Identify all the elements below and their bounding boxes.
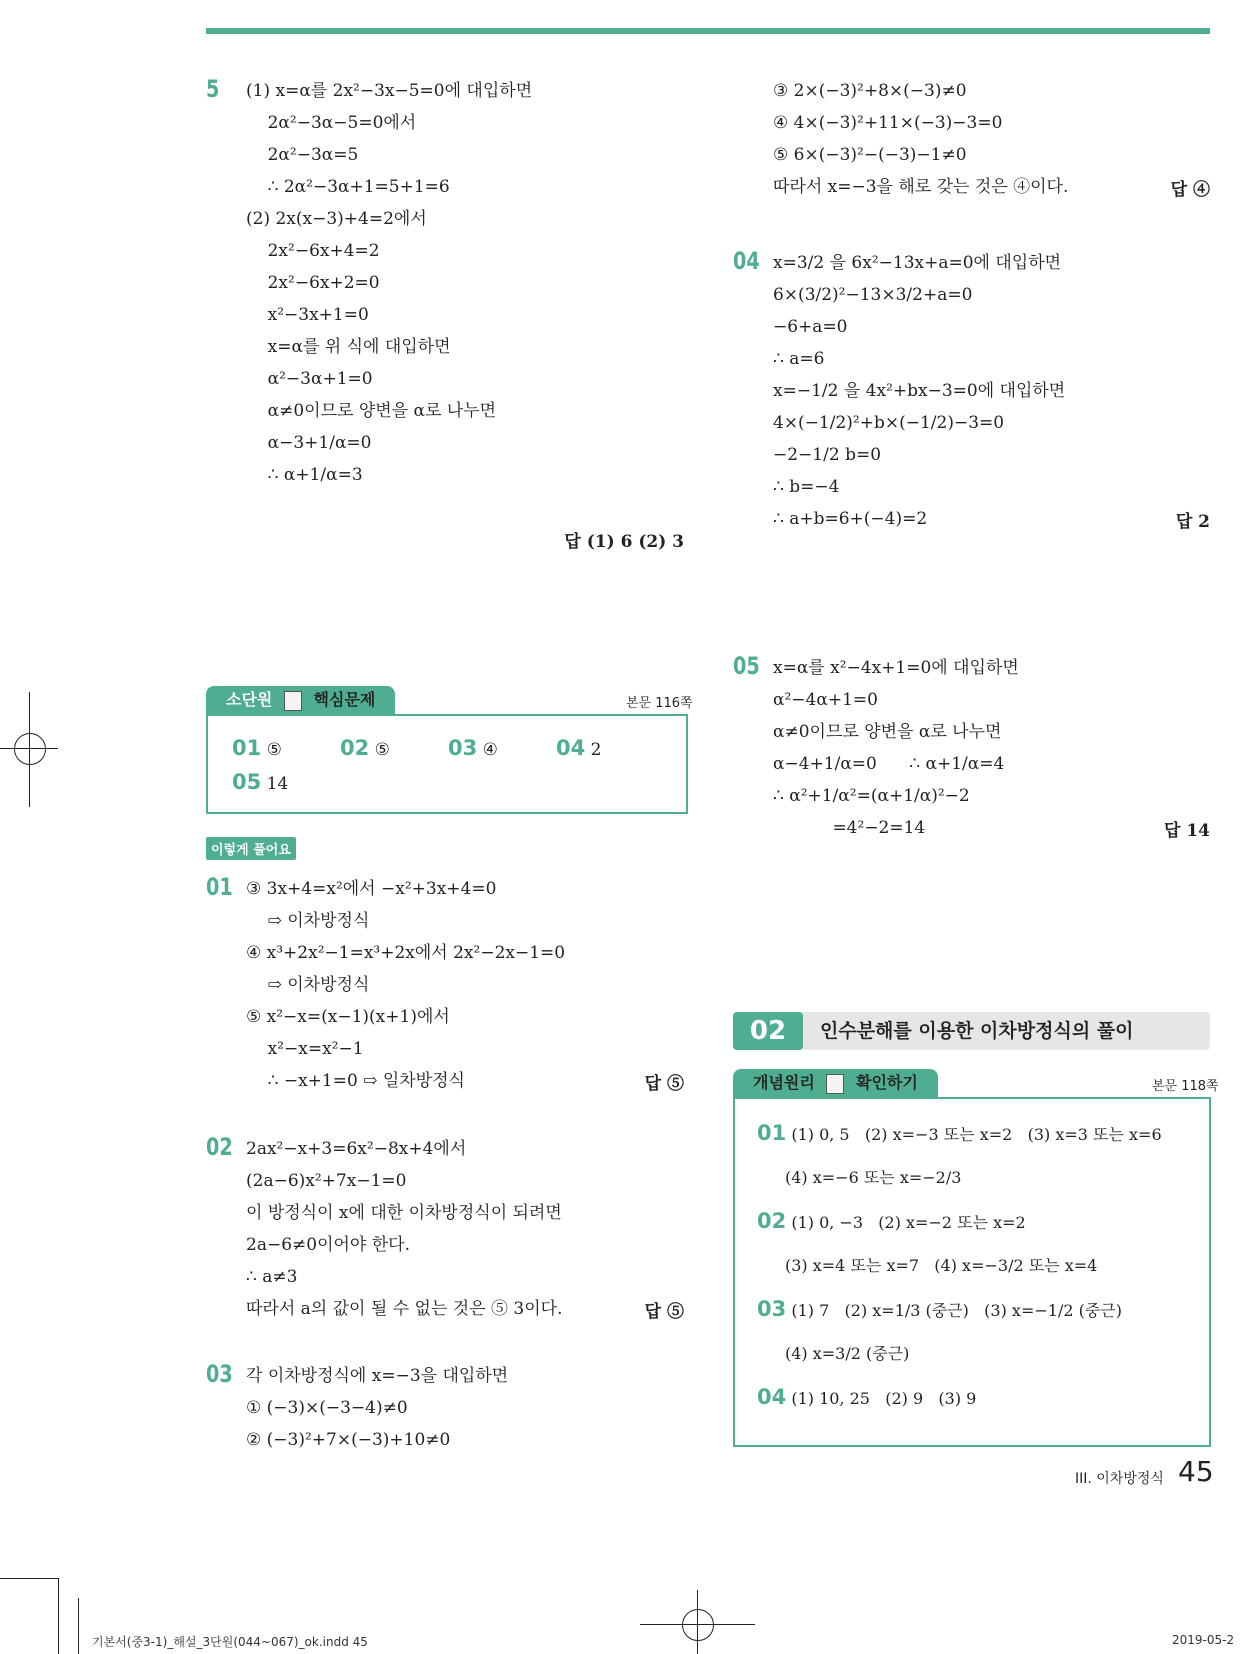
solution-line: 6×(3/2)²−13×3/2+a=0 bbox=[773, 285, 973, 305]
item-answer: 2 bbox=[590, 740, 602, 760]
core-box-ref: 본문 116쪽 bbox=[626, 696, 693, 711]
concept-answers-box bbox=[733, 1097, 1211, 1447]
solution-line: ⇨ 이차방정식 bbox=[246, 975, 370, 995]
problem-number: 05 bbox=[733, 652, 760, 680]
solution-line: x=−1/2 을 4x²+bx−3=0에 대입하면 bbox=[773, 381, 1066, 401]
concept-box-ref: 본문 118쪽 bbox=[1152, 1079, 1219, 1094]
concept-answer-line bbox=[757, 1209, 1026, 1233]
section-title: 인수분해를 이용한 이차방정식의 풀이 bbox=[820, 1020, 1134, 1042]
item-answer: (1) 0, 5 (2) x=−3 또는 x=2 (3) x=3 또는 x=6 bbox=[791, 1125, 1162, 1144]
item-answer: ⑤ bbox=[266, 740, 282, 760]
solution-line: ∴ α²+1/α²=(α+1/α)²−2 bbox=[773, 786, 970, 806]
solution-line: α≠0이므로 양변을 α로 나누면 bbox=[773, 722, 1002, 742]
solution-block bbox=[733, 247, 1210, 535]
solution-line: α²−4α+1=0 bbox=[773, 690, 878, 710]
item-number: 02 bbox=[757, 1209, 787, 1233]
core-answer-item bbox=[232, 736, 282, 760]
solution-line: (1) x=α를 2x²−3x−5=0에 대입하면 bbox=[246, 81, 533, 101]
top-accent-bar bbox=[206, 28, 1210, 34]
solution-line: 2x²−6x+2=0 bbox=[246, 273, 380, 293]
solution-line: (2a−6)x²+7x−1=0 bbox=[246, 1171, 407, 1191]
answer-label: 답 ⑤ bbox=[644, 1302, 684, 1322]
solution-line: 따라서 x=−3을 해로 갖는 것은 ④이다. bbox=[773, 177, 1069, 197]
solution-line: x=3/2 을 6x²−13x+a=0에 대입하면 bbox=[773, 253, 1062, 273]
solution-line: ∴ −x+1=0 ⇨ 일차방정식 bbox=[246, 1071, 465, 1091]
solution-block bbox=[206, 75, 684, 552]
concept-answer-line bbox=[757, 1341, 909, 1364]
solution-line: α²−3α+1=0 bbox=[246, 369, 373, 389]
solution-line: ⑤ 6×(−3)²−(−3)−1≠0 bbox=[773, 145, 967, 165]
answer-label: 답 2 bbox=[1175, 512, 1210, 532]
solution-line: 2x²−6x+4=2 bbox=[246, 241, 380, 261]
concept-box-title: 확인하기 bbox=[855, 1073, 918, 1092]
item-answer: ④ bbox=[482, 740, 498, 760]
solution-line: 2a−6≠0이어야 한다. bbox=[246, 1235, 410, 1255]
item-number: 03 bbox=[757, 1297, 787, 1321]
solution-line: x=α를 위 식에 대입하면 bbox=[246, 337, 451, 357]
solution-line: ④ 4×(−3)²+11×(−3)−3=0 bbox=[773, 113, 1003, 133]
solution-line: ∴ 2α²−3α+1=5+1=6 bbox=[246, 177, 450, 197]
solution-line: −2−1/2 b=0 bbox=[773, 445, 882, 465]
solution-line: x=α를 x²−4x+1=0에 대입하면 bbox=[773, 658, 1019, 678]
solve-tag: 이렇게 풀어요 bbox=[206, 837, 296, 860]
solution-line: ③ 2×(−3)²+8×(−3)≠0 bbox=[773, 81, 967, 101]
solution-line: ③ 3x+4=x²에서 −x²+3x+4=0 bbox=[246, 879, 497, 899]
chart-icon bbox=[826, 1074, 844, 1094]
solution-line: x²−x=x²−1 bbox=[246, 1039, 364, 1059]
concept-answer-line bbox=[757, 1165, 961, 1188]
registration-mark bbox=[682, 1609, 714, 1641]
solution-line: 2ax²−x+3=6x²−8x+4에서 bbox=[246, 1139, 467, 1159]
solution-line: 2α²−3α−5=0에서 bbox=[246, 113, 417, 133]
solution-line: ∴ a≠3 bbox=[246, 1267, 298, 1287]
crop-mark bbox=[78, 1598, 79, 1654]
problem-number: 02 bbox=[206, 1133, 233, 1161]
item-number: 03 bbox=[448, 736, 478, 760]
concept-answer-line bbox=[757, 1121, 1162, 1145]
item-number: 04 bbox=[757, 1385, 787, 1409]
problem-number: 01 bbox=[206, 873, 233, 901]
solution-block bbox=[206, 1360, 684, 1456]
core-answer-item bbox=[448, 736, 498, 760]
crop-mark bbox=[58, 1578, 59, 1654]
solution-line: 이 방정식이 x에 대한 이차방정식이 되려면 bbox=[246, 1203, 562, 1223]
answer-label: 답 (1) 6 (2) 3 bbox=[564, 532, 684, 552]
concept-box-prefix: 개념원리 bbox=[753, 1073, 815, 1092]
problem-number: 03 bbox=[206, 1360, 233, 1388]
solution-line: ∴ α+1/α=3 bbox=[246, 465, 363, 485]
solution-block bbox=[206, 873, 684, 1097]
core-box-prefix: 소단원 bbox=[226, 690, 273, 709]
item-answer: (1) 7 (2) x=1/3 (중근) (3) x=−1/2 (중근) bbox=[791, 1301, 1123, 1320]
solution-line: ∴ a+b=6+(−4)=2 bbox=[773, 509, 928, 529]
core-answer-item bbox=[232, 770, 288, 794]
solution-line: ① (−3)×(−3−4)≠0 bbox=[246, 1398, 408, 1418]
answer-label: 답 ⑤ bbox=[644, 1074, 684, 1094]
core-answer-item bbox=[556, 736, 601, 760]
item-number: 01 bbox=[757, 1121, 787, 1145]
document-icon bbox=[284, 691, 302, 711]
problem-number: 5 bbox=[206, 75, 220, 103]
problem-number: 04 bbox=[733, 247, 760, 275]
solution-line: x²−3x+1=0 bbox=[246, 305, 369, 325]
solution-line: ⇨ 이차방정식 bbox=[246, 911, 370, 931]
core-box-tab bbox=[206, 686, 395, 714]
solution-block bbox=[733, 75, 1210, 203]
solution-line: ④ x³+2x²−1=x³+2x에서 2x²−2x−1=0 bbox=[246, 943, 566, 963]
item-answer: (1) 10, 25 (2) 9 (3) 9 bbox=[791, 1389, 977, 1408]
solution-block bbox=[206, 1133, 684, 1325]
section-number: 02 bbox=[733, 1012, 803, 1050]
item-answer: (4) x=3/2 (중근) bbox=[785, 1344, 910, 1363]
item-number: 04 bbox=[556, 736, 586, 760]
item-number: 01 bbox=[232, 736, 262, 760]
crop-mark bbox=[0, 1578, 58, 1579]
item-answer: ⑤ bbox=[374, 740, 390, 760]
item-number: 05 bbox=[232, 770, 262, 794]
concept-answer-line bbox=[757, 1253, 1097, 1276]
solution-line: α≠0이므로 양변을 α로 나누면 bbox=[246, 401, 497, 421]
answer-label: 답 ④ bbox=[1170, 180, 1210, 200]
solution-line: 따라서 a의 값이 될 수 없는 것은 ⑤ 3이다. bbox=[246, 1299, 563, 1319]
answer-label: 답 14 bbox=[1164, 821, 1210, 841]
item-answer: (1) 0, −3 (2) x=−2 또는 x=2 bbox=[791, 1213, 1026, 1232]
solution-line: (2) 2x(x−3)+4=2에서 bbox=[246, 209, 427, 229]
solution-line: 2α²−3α=5 bbox=[246, 145, 359, 165]
solution-line: ⑤ x²−x=(x−1)(x+1)에서 bbox=[246, 1007, 450, 1027]
solution-line: ∴ b=−4 bbox=[773, 477, 840, 497]
solution-line: 4×(−1/2)²+b×(−1/2)−3=0 bbox=[773, 413, 1005, 433]
registration-mark bbox=[14, 733, 46, 765]
solution-line: ② (−3)²+7×(−3)+10≠0 bbox=[246, 1430, 451, 1450]
slug-filename: 기본서(중3-1)_해설_3단원(044~067)_ok.indd 45 bbox=[92, 1635, 368, 1649]
core-answers-box bbox=[206, 714, 688, 814]
core-answer-item bbox=[340, 736, 390, 760]
item-answer: (3) x=4 또는 x=7 (4) x=−3/2 또는 x=4 bbox=[785, 1256, 1098, 1275]
solution-line: 각 이차방정식에 x=−3을 대입하면 bbox=[246, 1366, 509, 1386]
concept-box-tab bbox=[733, 1069, 938, 1097]
item-answer: (4) x=−6 또는 x=−2/3 bbox=[785, 1168, 962, 1187]
item-number: 02 bbox=[340, 736, 370, 760]
solution-line: −6+a=0 bbox=[773, 317, 848, 337]
solution-line: =4²−2=14 bbox=[773, 818, 926, 838]
item-answer: 14 bbox=[266, 774, 289, 794]
solution-block bbox=[733, 652, 1210, 844]
page-number: 45 bbox=[1178, 1455, 1214, 1488]
core-box-title: 핵심문제 bbox=[313, 690, 376, 709]
solution-line: α−3+1/α=0 bbox=[246, 433, 372, 453]
chapter-label: III. 이차방정식 bbox=[1075, 1471, 1164, 1487]
solution-line: ∴ a=6 bbox=[773, 349, 825, 369]
slug-date: 2019-05-2 bbox=[1172, 1633, 1235, 1647]
concept-answer-line bbox=[757, 1297, 1122, 1321]
solution-line: α−4+1/α=0 ∴ α+1/α=4 bbox=[773, 754, 1005, 774]
concept-answer-line bbox=[757, 1385, 976, 1409]
